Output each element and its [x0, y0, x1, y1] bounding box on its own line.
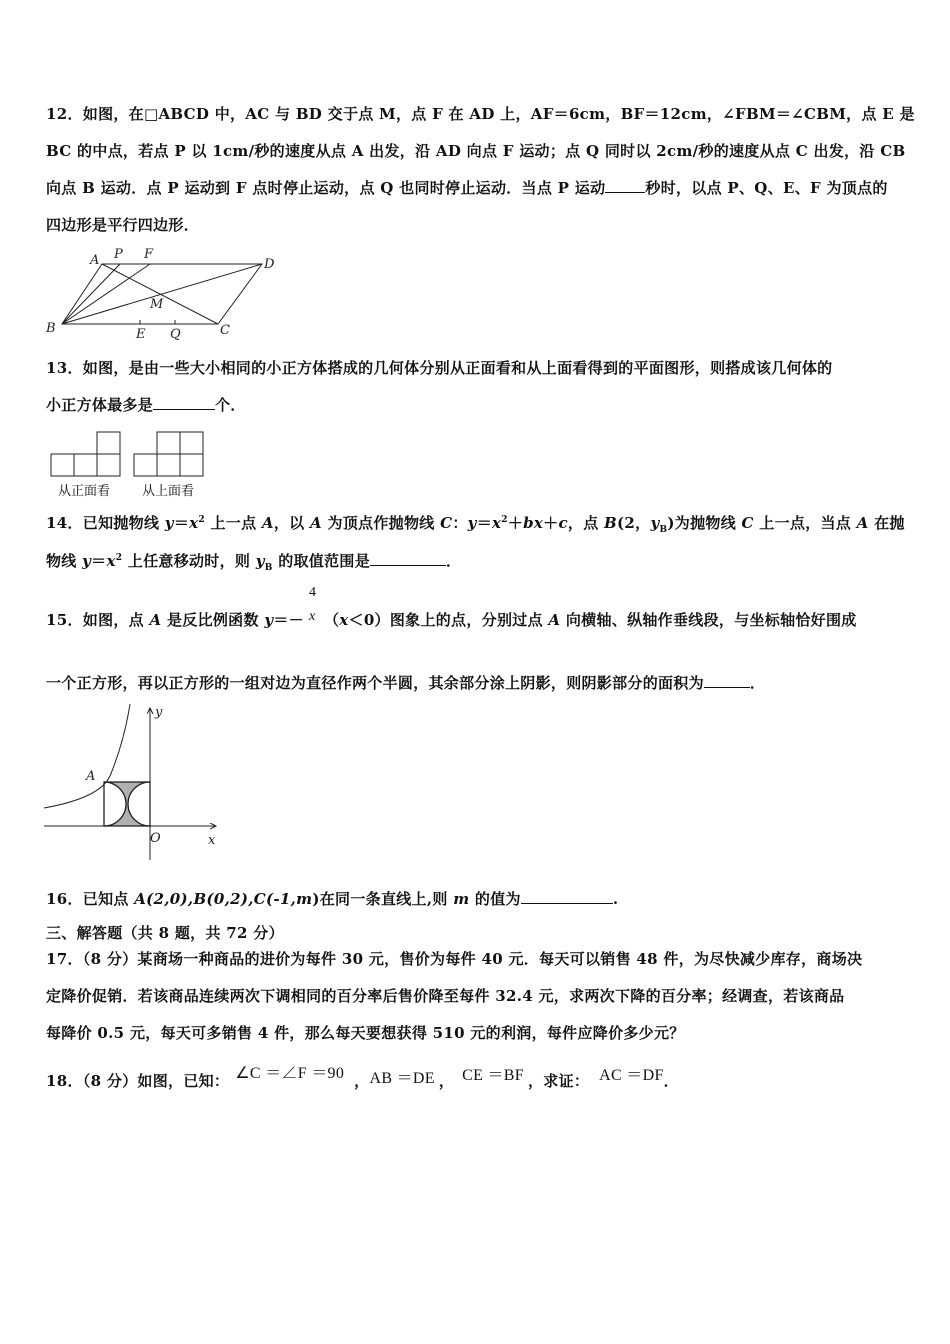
- section-3-heading: 三、解答题（共 8 题，共 72 分）: [46, 924, 284, 942]
- fraction-4-over-x: 4 x: [308, 585, 317, 624]
- q12-line-4: 四边形是平行四边形．: [46, 216, 200, 234]
- q15-line-1: 15．如图，点 A 是反比例函数 y＝－ 4 x （x＜0）图象上的点，分别过点 A 向横轴、纵轴作垂线段，与坐标轴恰好围成: [46, 585, 857, 629]
- q16-line: 16．已知点 A(2,0),B(0,2),C(-1,m)在同一条直线上,则 m 的值为 .: [46, 890, 619, 908]
- label-y-axis: y: [155, 705, 163, 720]
- answer-blank: [605, 178, 645, 193]
- q14-line-2: 物线 $y=x^2$ 上任意移动时，则 $y_B$ 的取值范围是 ．: [46, 552, 462, 573]
- label-q: Q: [170, 327, 181, 342]
- label-e: E: [136, 327, 146, 342]
- label-d: D: [264, 257, 275, 272]
- answer-blank: [704, 673, 750, 688]
- answer-blank: [153, 395, 215, 410]
- parallelogram-figure: [40, 242, 290, 342]
- diagonal-bd: [62, 264, 262, 324]
- answer-blank: [370, 551, 446, 566]
- q12-line-3: 向点 B 运动．点 P 运动到 F 点时停止运动，点 Q 也同时停止运动．当点 P 运动 秒时，以点 P、Q、E、F 为顶点的: [46, 179, 888, 197]
- label-m: M: [150, 297, 164, 312]
- caption-top-view: 从上面看: [142, 484, 195, 499]
- q13-line-1: 13．如图，是由一些大小相同的小正方体搭成的几何体分别从正面看和从上面看得到的平面图形，则搭成该几何体的: [46, 359, 833, 377]
- q14-line-1: 14．已知抛物线 $y=x^2$ 上一点 A，以 A 为顶点作抛物线 C：$y=x^2+bx+c$，点 B(2，$y_B$)为抛物线 C 上一点，当点 A 在抛: [46, 514, 905, 535]
- label-x-axis: x: [208, 833, 216, 848]
- front-view-figure: [50, 430, 122, 480]
- segment-bf: [62, 264, 150, 324]
- top-view-figure: [133, 430, 205, 480]
- shaded-region: [104, 782, 150, 826]
- q17-line-1: 17．（8 分）某商场一种商品的进价为每件 30 元，售价为每件 40 元．每天可以销售 48 件，为尽快减少库存，商场决: [46, 950, 863, 968]
- label-origin: O: [150, 831, 161, 846]
- q17-line-2: 定降价促销．若该商品连续两次下调相同的百分率后售价降至每件 32.4 元，求两次下降的百分率；经调查，若该商品: [46, 987, 845, 1005]
- label-a: A: [86, 769, 96, 784]
- label-p: P: [114, 247, 123, 262]
- q15-line-2: 一个正方形，再以正方形的一组对边为直径作两个半圆，其余部分涂上阴影，则阴影部分的面积为 ．: [46, 674, 766, 692]
- answer-blank: [521, 889, 613, 904]
- label-b: B: [46, 321, 56, 336]
- q12-line-1: 12．如图，在□ABCD 中，AC 与 BD 交于点 M，点 F 在 AD 上，AF＝6cm，BF＝12cm，∠FBM＝∠CBM，点 E 是: [46, 105, 915, 123]
- diagonal-ac: [102, 264, 218, 324]
- q18-line: 18．（8 分）如图，已知： ∠C ＝∠F ＝90 ，AB ＝DE ， CE ＝BF ，求证： AC ＝DF．: [46, 1065, 679, 1090]
- hyperbola-curve: [44, 704, 130, 808]
- label-a: A: [90, 253, 100, 268]
- hyperbola-square-figure: [40, 702, 230, 862]
- caption-front-view: 从正面看: [58, 484, 111, 499]
- label-f: F: [144, 247, 154, 262]
- q13-line-2: 小正方体最多是 个．: [46, 396, 246, 414]
- q17-line-3: 每降价 0.5 元，每天可多销售 4 件，那么每天要想获得 510 元的利润，每件应降价多少元？: [46, 1024, 685, 1042]
- q12-line-2: BC 的中点，若点 P 以 1cm/秒的速度从点 A 出发，沿 AD 向点 F 运动；点 Q 同时以 2cm/秒的速度从点 C 出发，沿 CB: [46, 142, 906, 160]
- label-c: C: [220, 323, 230, 338]
